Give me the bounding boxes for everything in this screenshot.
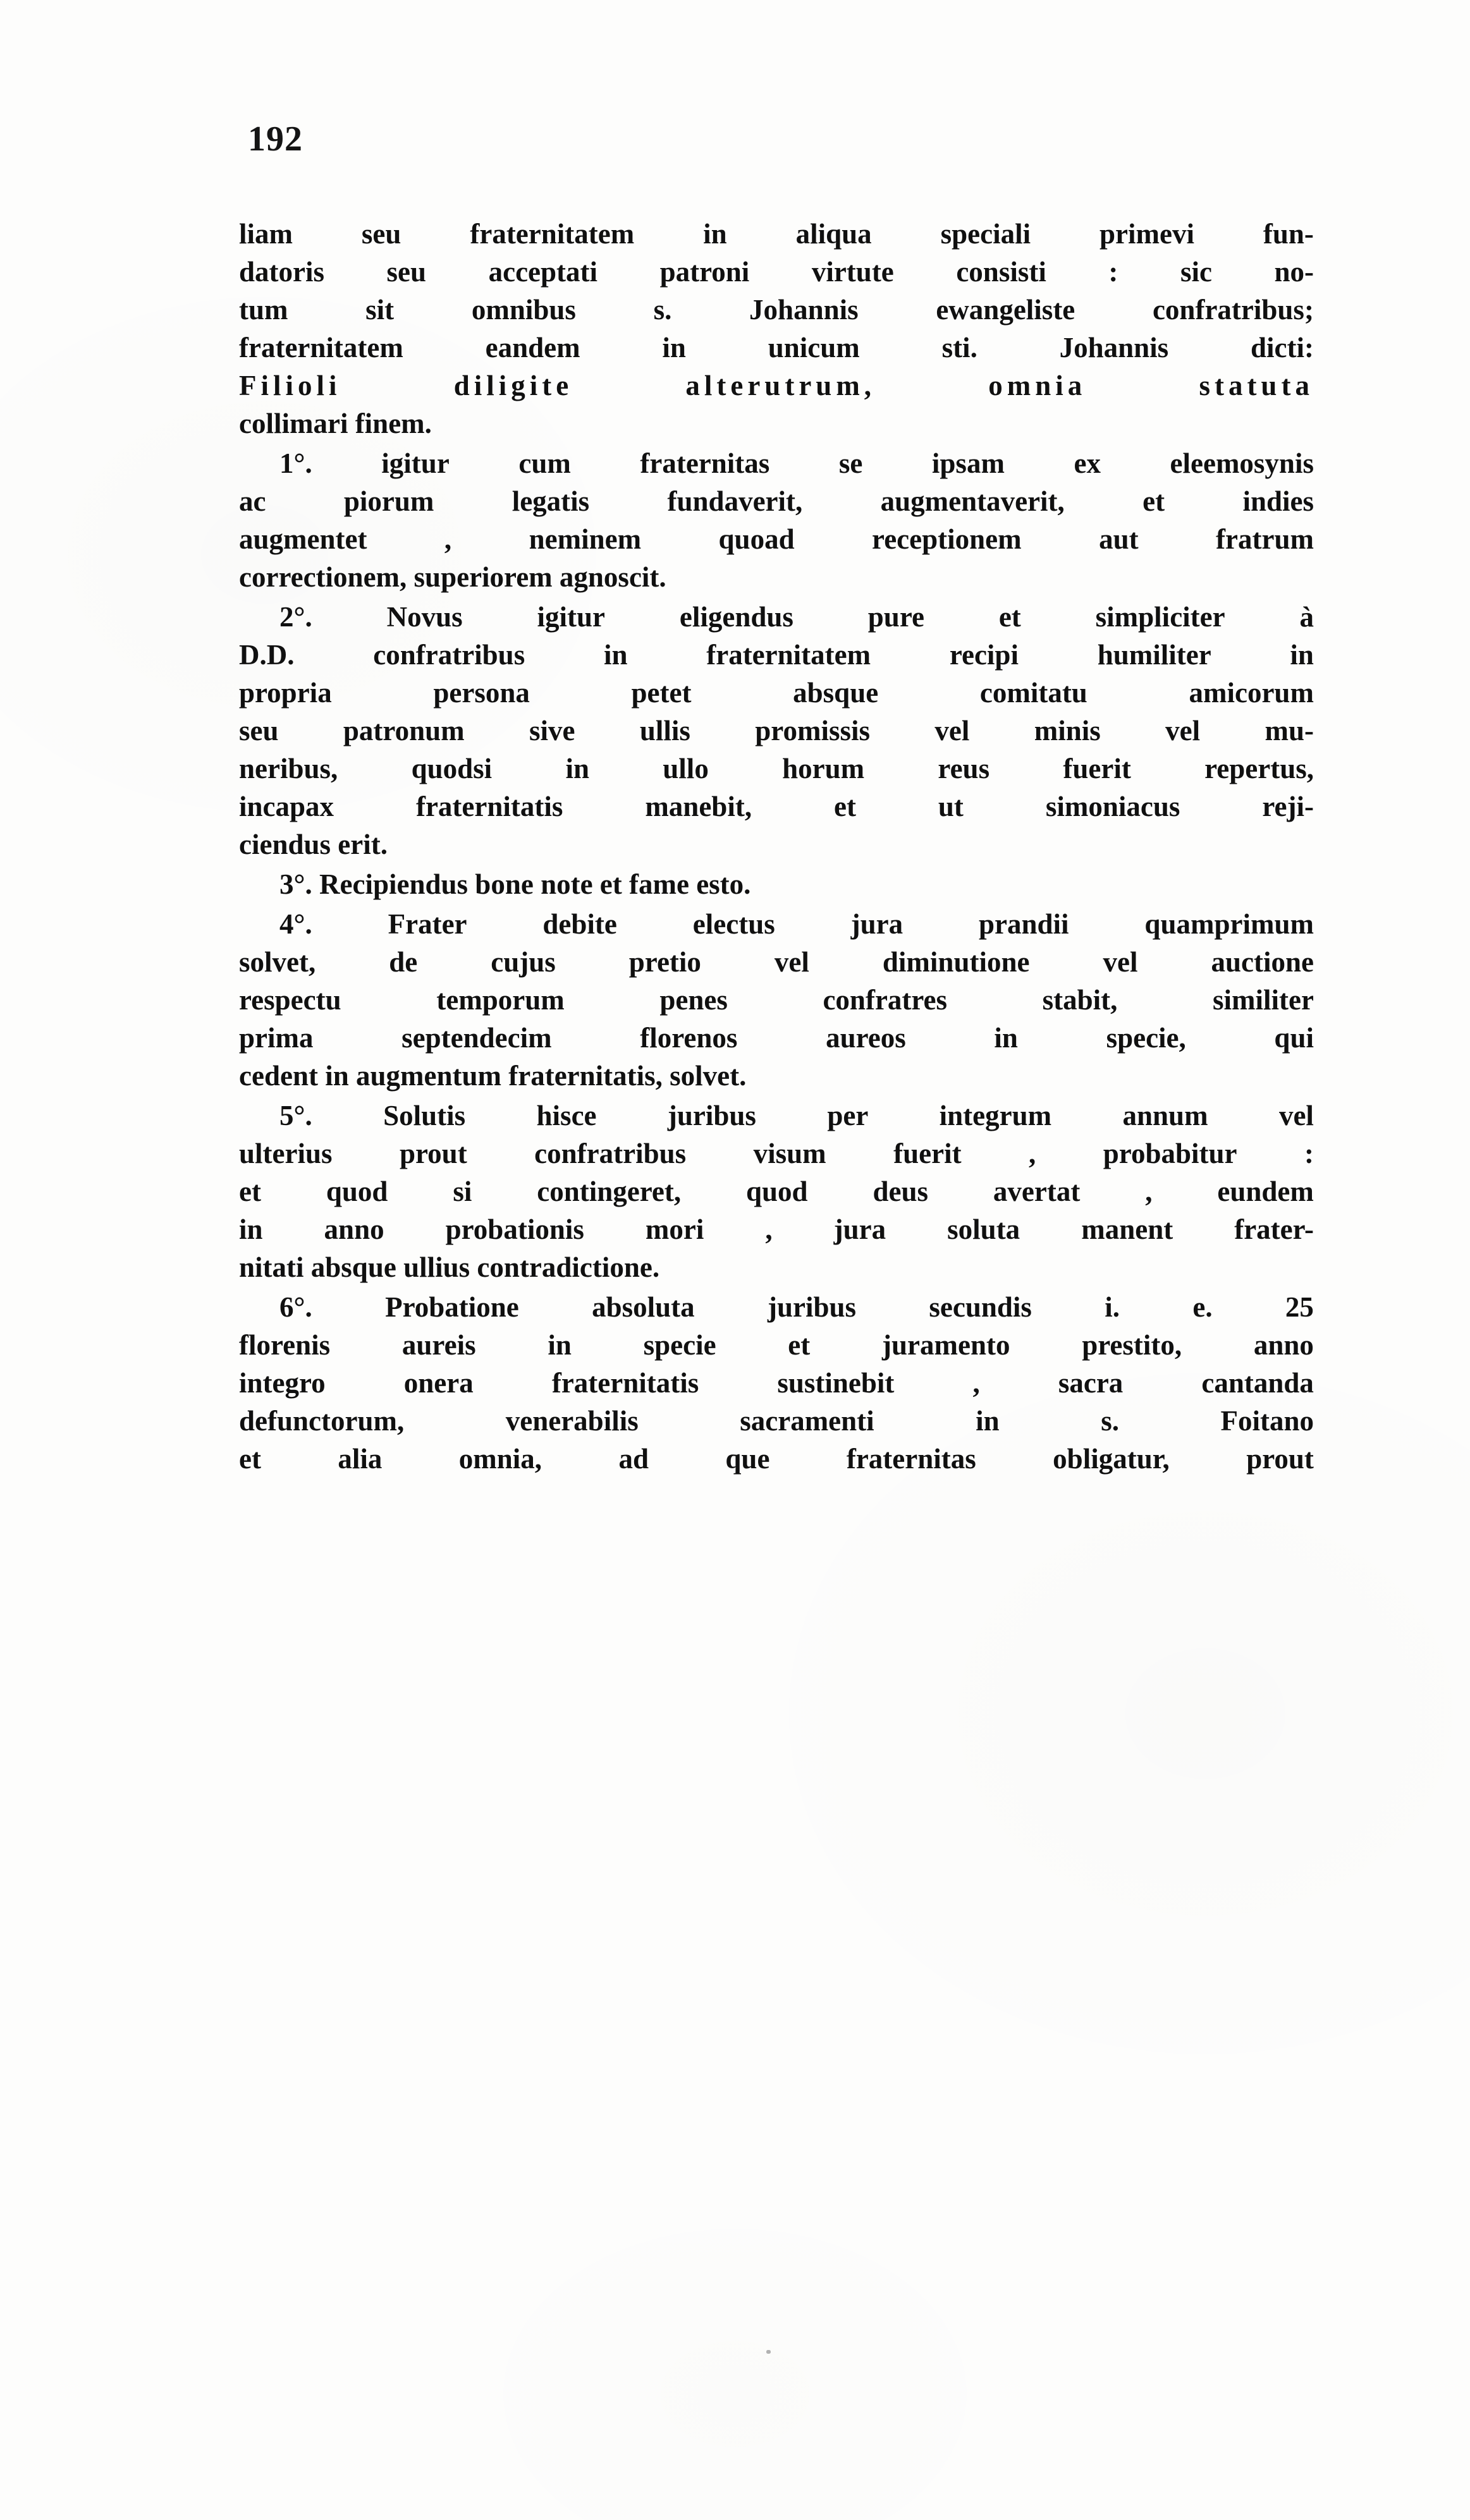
word: stabit, xyxy=(1042,984,1118,1016)
text-line xyxy=(239,712,1314,750)
word: sti. xyxy=(941,332,977,363)
word: penes xyxy=(659,984,728,1016)
text-line xyxy=(239,1210,1314,1248)
paragraph-article-4 xyxy=(239,905,1314,1095)
word: augmentet xyxy=(239,523,367,555)
word: juribus xyxy=(667,1100,756,1131)
word: ex xyxy=(1074,447,1101,479)
word: et xyxy=(239,1176,261,1207)
word: et xyxy=(1142,485,1165,517)
word: no- xyxy=(1274,256,1314,288)
word: prandii xyxy=(978,908,1069,940)
word: igitur xyxy=(381,447,450,479)
text-line xyxy=(239,1326,1314,1364)
word: quod xyxy=(326,1176,388,1207)
word: liam xyxy=(239,218,293,250)
word: eundem xyxy=(1217,1176,1314,1207)
text-line xyxy=(239,1364,1314,1402)
word: patronum xyxy=(343,715,465,746)
text-line xyxy=(239,788,1314,825)
word: 1°. xyxy=(279,447,312,479)
word: reji- xyxy=(1262,791,1314,822)
word: 2°. xyxy=(279,601,312,633)
word: persona xyxy=(433,677,530,709)
word: manent xyxy=(1081,1214,1173,1245)
word: Solutis xyxy=(383,1100,466,1131)
word: vel xyxy=(1103,946,1138,978)
word: et xyxy=(834,791,856,822)
word: se xyxy=(838,447,863,479)
word: Johannis xyxy=(749,294,859,326)
word: receptionem xyxy=(872,523,1022,555)
word: anno xyxy=(1253,1329,1314,1361)
word: de xyxy=(389,946,418,978)
text-line xyxy=(239,636,1314,674)
word: probabitur xyxy=(1103,1138,1237,1169)
word: manebit, xyxy=(645,791,752,822)
body-text-block xyxy=(239,215,1314,1478)
text-line xyxy=(239,215,1314,253)
word: defunctorum, xyxy=(239,1405,405,1437)
text-line xyxy=(239,291,1314,329)
text-line xyxy=(239,329,1314,367)
word: e. xyxy=(1192,1291,1213,1323)
word: vel xyxy=(1278,1100,1314,1131)
word: aureis xyxy=(401,1329,476,1361)
word: , xyxy=(444,523,452,555)
word: incapax xyxy=(239,791,334,822)
word: : xyxy=(1108,256,1118,288)
word: vel xyxy=(774,946,809,978)
text-line xyxy=(239,1019,1314,1057)
text-line xyxy=(239,367,1314,405)
word: D.D. xyxy=(239,639,295,671)
word: specie xyxy=(643,1329,716,1361)
word: ulterius xyxy=(239,1138,333,1169)
word: eandem xyxy=(485,332,580,363)
word: Johannis xyxy=(1059,332,1169,363)
word: mori xyxy=(645,1214,704,1245)
word: specie, xyxy=(1106,1022,1186,1054)
word: eleemosynis xyxy=(1170,447,1314,479)
word: fratrum xyxy=(1216,523,1314,555)
word: consisti xyxy=(956,256,1046,288)
word: fraternitatem xyxy=(706,639,871,671)
word: fraternitatem xyxy=(470,218,635,250)
word: fraternitatis xyxy=(551,1367,699,1399)
word: simpliciter xyxy=(1095,601,1225,633)
word: 25 xyxy=(1285,1291,1314,1323)
word: cujus xyxy=(491,946,556,978)
text-line xyxy=(239,943,1314,981)
text-line xyxy=(239,520,1314,558)
word: anno xyxy=(324,1214,384,1245)
text-line: nitati absque ullius contradictione. xyxy=(239,1251,660,1283)
word: mu- xyxy=(1265,715,1314,746)
word: omnia, xyxy=(458,1443,542,1475)
word: promissis xyxy=(755,715,870,746)
word: recipi xyxy=(949,639,1019,671)
word: : xyxy=(1304,1138,1314,1169)
word: patroni xyxy=(659,256,750,288)
word: septendecim xyxy=(401,1022,552,1054)
word: , xyxy=(765,1214,773,1245)
word: integro xyxy=(239,1367,326,1399)
text-line xyxy=(239,674,1314,712)
word: repertus, xyxy=(1204,753,1314,784)
word: prestito, xyxy=(1082,1329,1182,1361)
word: , xyxy=(972,1367,980,1399)
word: jura xyxy=(850,908,903,940)
word: florenos xyxy=(640,1022,738,1054)
word: s. xyxy=(653,294,672,326)
word: quamprimum xyxy=(1144,908,1314,940)
text-line xyxy=(239,1402,1314,1440)
word: petet xyxy=(631,677,692,709)
word: comitatu xyxy=(979,677,1087,709)
word: fraternitatis xyxy=(415,791,563,822)
word: amicorum xyxy=(1189,677,1314,709)
word: seu xyxy=(361,218,401,250)
word: venerabilis xyxy=(505,1405,639,1437)
word: in xyxy=(603,639,628,671)
text-line xyxy=(239,1097,1314,1135)
word: fraternitas xyxy=(640,447,770,479)
word: ullis xyxy=(639,715,690,746)
word: aureos xyxy=(826,1022,906,1054)
word: secundis xyxy=(929,1291,1032,1323)
word: neminem xyxy=(529,523,642,555)
text-line xyxy=(239,444,1314,482)
word: in xyxy=(976,1405,1000,1437)
word: omnibus xyxy=(471,294,576,326)
word: primevi xyxy=(1099,218,1194,250)
word: quoad xyxy=(718,523,795,555)
word: Filioli xyxy=(239,370,341,401)
word: Foitano xyxy=(1220,1405,1314,1437)
text-line: cedent in augmentum fraternitatis, solvet. xyxy=(239,1060,747,1092)
word: fuerit xyxy=(1063,753,1131,784)
word: sit xyxy=(365,294,395,326)
word: , xyxy=(1029,1138,1036,1169)
text-line xyxy=(239,1135,1314,1172)
word: minis xyxy=(1034,715,1101,746)
word: avertat xyxy=(993,1176,1081,1207)
word: in xyxy=(662,332,686,363)
word: quodsi xyxy=(411,753,493,784)
text-line xyxy=(239,905,1314,943)
page-number: 192 xyxy=(248,119,303,159)
word: visum xyxy=(753,1138,826,1169)
word: virtute xyxy=(811,256,894,288)
text-line: correctionem, superiorem agnoscit. xyxy=(239,561,666,593)
word: ad xyxy=(618,1443,649,1475)
word: in xyxy=(239,1214,263,1245)
word: tum xyxy=(239,294,288,326)
word: juramento xyxy=(882,1329,1010,1361)
text-line xyxy=(239,1288,1314,1326)
text-line: collimari finem. xyxy=(239,408,432,439)
word: confratribus xyxy=(534,1138,687,1169)
paragraph-article-5 xyxy=(239,1097,1314,1286)
word: speciali xyxy=(940,218,1031,250)
word: et xyxy=(239,1443,261,1475)
word: fraternitas xyxy=(846,1443,976,1475)
word: à xyxy=(1299,601,1314,633)
word: 4°. xyxy=(279,908,312,940)
word: sic xyxy=(1180,256,1212,288)
word: solvet, xyxy=(239,946,316,978)
word: ewangeliste xyxy=(936,294,1075,326)
word: Frater xyxy=(388,908,467,940)
word: fuerit xyxy=(893,1138,962,1169)
word: florenis xyxy=(239,1329,331,1361)
word: ut xyxy=(938,791,964,822)
word: humiliter xyxy=(1097,639,1211,671)
word: statuta xyxy=(1199,370,1314,401)
word: obligatur, xyxy=(1053,1443,1170,1475)
paragraph-article-1 xyxy=(239,444,1314,596)
word: s. xyxy=(1101,1405,1119,1437)
word: si xyxy=(453,1176,472,1207)
word: sacramenti xyxy=(740,1405,874,1437)
word: indies xyxy=(1242,485,1314,517)
word: ipsam xyxy=(931,447,1005,479)
word: alterutrum, xyxy=(685,370,876,401)
paragraph-article-3 xyxy=(239,865,1314,903)
word: eligendus xyxy=(679,601,793,633)
word: juribus xyxy=(767,1291,857,1323)
word: diligite xyxy=(453,370,573,401)
word: igitur xyxy=(537,601,606,633)
word: simoniacus xyxy=(1045,791,1180,822)
word: cantanda xyxy=(1201,1367,1314,1399)
word: sacra xyxy=(1058,1367,1124,1399)
word: jura xyxy=(833,1214,886,1245)
word: Novus xyxy=(386,601,463,633)
word: in xyxy=(1290,639,1314,671)
word: integrum xyxy=(939,1100,1052,1131)
text-line xyxy=(239,981,1314,1019)
word: vel xyxy=(934,715,970,746)
word: prout xyxy=(399,1138,467,1169)
word: sustinebit xyxy=(777,1367,895,1399)
word: unicum xyxy=(768,332,860,363)
text-line xyxy=(239,253,1314,291)
word: aliqua xyxy=(795,218,872,250)
word: et xyxy=(788,1329,811,1361)
word: auctione xyxy=(1211,946,1314,978)
word: onera xyxy=(403,1367,474,1399)
word: probationis xyxy=(445,1214,584,1245)
word: debite xyxy=(542,908,617,940)
word: que xyxy=(725,1443,770,1475)
word: fun- xyxy=(1263,218,1314,250)
word: reus xyxy=(938,753,990,784)
word: propria xyxy=(239,677,332,709)
paragraph-article-2 xyxy=(239,598,1314,863)
word: datoris xyxy=(239,256,324,288)
word: legatis xyxy=(511,485,590,517)
word: quod xyxy=(746,1176,808,1207)
word: in xyxy=(994,1022,1018,1054)
word: soluta xyxy=(947,1214,1020,1245)
paragraph-article-6 xyxy=(239,1288,1314,1478)
word: in xyxy=(565,753,589,784)
paragraph-continuation xyxy=(239,215,1314,442)
word: Probatione xyxy=(385,1291,519,1323)
word: similiter xyxy=(1213,984,1314,1016)
word: aut xyxy=(1099,523,1139,555)
word: fundaverit, xyxy=(667,485,803,517)
text-line xyxy=(239,482,1314,520)
word: diminutione xyxy=(882,946,1030,978)
word: in xyxy=(548,1329,572,1361)
word: hisce xyxy=(536,1100,597,1131)
word: frater- xyxy=(1234,1214,1314,1245)
word: acceptati xyxy=(488,256,598,288)
word: cum xyxy=(518,447,571,479)
word: ac xyxy=(239,485,266,517)
word: absoluta xyxy=(592,1291,695,1323)
word: electus xyxy=(692,908,775,940)
word: augmentaverit, xyxy=(880,485,1065,517)
word: annum xyxy=(1122,1100,1208,1131)
word: omnia xyxy=(988,370,1087,401)
text-line xyxy=(239,1440,1314,1478)
word: dicti: xyxy=(1250,332,1314,363)
word: i. xyxy=(1105,1291,1120,1323)
text-line xyxy=(239,750,1314,788)
word: confratres xyxy=(823,984,948,1016)
text-line xyxy=(239,1172,1314,1210)
word: seu xyxy=(386,256,427,288)
word: confratribus; xyxy=(1152,294,1314,326)
word: pretio xyxy=(628,946,701,978)
word: horum xyxy=(782,753,865,784)
word: alia xyxy=(338,1443,383,1475)
word: ullo xyxy=(663,753,709,784)
word: deus xyxy=(873,1176,929,1207)
word: prout xyxy=(1246,1443,1314,1475)
word: prima xyxy=(239,1022,314,1054)
text-line: 3°. Recipiendus bone note et fame esto. xyxy=(279,868,751,900)
word: absque xyxy=(793,677,879,709)
word: respectu xyxy=(239,984,341,1016)
paper-speck xyxy=(766,2350,771,2354)
word: seu xyxy=(239,715,279,746)
text-line xyxy=(239,598,1314,636)
word: fraternitatem xyxy=(239,332,403,363)
word: per xyxy=(827,1100,869,1131)
word: 6°. xyxy=(279,1291,312,1323)
word: sive xyxy=(529,715,575,746)
word: 5°. xyxy=(279,1100,312,1131)
word: neribus, xyxy=(239,753,338,784)
word: contingeret, xyxy=(537,1176,682,1207)
word: vel xyxy=(1165,715,1201,746)
word: piorum xyxy=(343,485,434,517)
word: qui xyxy=(1274,1022,1314,1054)
text-line: ciendus erit. xyxy=(239,829,388,860)
word: et xyxy=(998,601,1021,633)
word: confratribus xyxy=(373,639,525,671)
word: temporum xyxy=(436,984,565,1016)
word: , xyxy=(1145,1176,1153,1207)
word: pure xyxy=(867,601,924,633)
word: in xyxy=(703,218,727,250)
